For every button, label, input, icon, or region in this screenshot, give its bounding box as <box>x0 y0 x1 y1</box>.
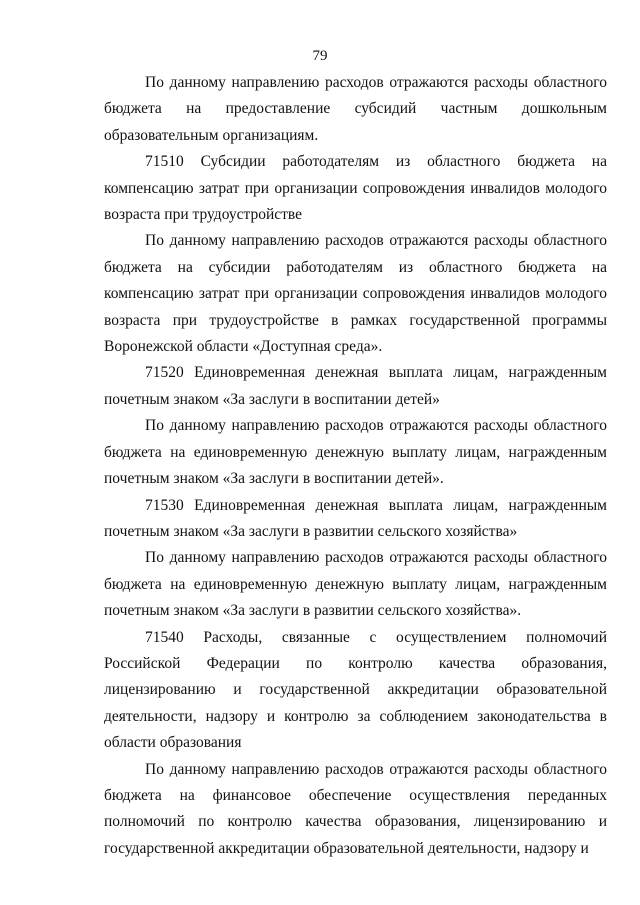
heading-71520: 71520 Единовременная денежная выплата лицам, награжденным почетным знаком «За заслуги в воспитании детей» <box>104 364 607 408</box>
page-number: 79 <box>312 48 328 64</box>
paragraph-subsidies-preschool: По данному направлению расходов отражаются расходы областного бюджета на предоставление субсидий частным дошкольным образовательным организациям. <box>104 74 607 144</box>
heading-71540: 71540 Расходы, связанные с осуществлением полномочий Российской Федерации по контролю качества образования, лицензированию и государственной аккредитации образовательной деятельности, надзору и контролю за соблюдением законодательства в области образования <box>104 628 607 752</box>
heading-71530: 71530 Единовременная денежная выплата лицам, награжденным почетным знаком «За заслуги в развитии сельского хозяйства» <box>104 496 607 540</box>
paragraph-71520-description: По данному направлению расходов отражаются расходы областного бюджета на единовременную денежную выплату лицам, награжденным почетным знаком «За заслуги в воспитании детей». <box>104 417 607 488</box>
paragraph-71510-description: По данному направлению расходов отражаются расходы областного бюджета на субсидии работодателям из областного бюджета на компенсацию затрат при организации сопровождения инвалидов молодого возраста при трудоустройстве в рамках государственной программы Воронежской области «Доступная среда». <box>104 232 607 356</box>
paragraph-71540-description: По данному направлению расходов отражаются расходы областного бюджета на финансовое обеспечение осуществления переданных полномочий по контролю качества образования, лицензированию и государственной аккредитации образовательной деятельности, надзору и <box>104 760 607 857</box>
heading-71510: 71510 Субсидии работодателям из областного бюджета на компенсацию затрат при организации сопровождения инвалидов молодого возраста при трудоустройстве <box>104 153 607 224</box>
document-body <box>104 70 607 862</box>
paragraph-71530-description: По данному направлению расходов отражаются расходы областного бюджета на единовременную денежную выплату лицам, награжденным почетным знаком «За заслуги в развитии сельского хозяйства». <box>104 549 607 620</box>
